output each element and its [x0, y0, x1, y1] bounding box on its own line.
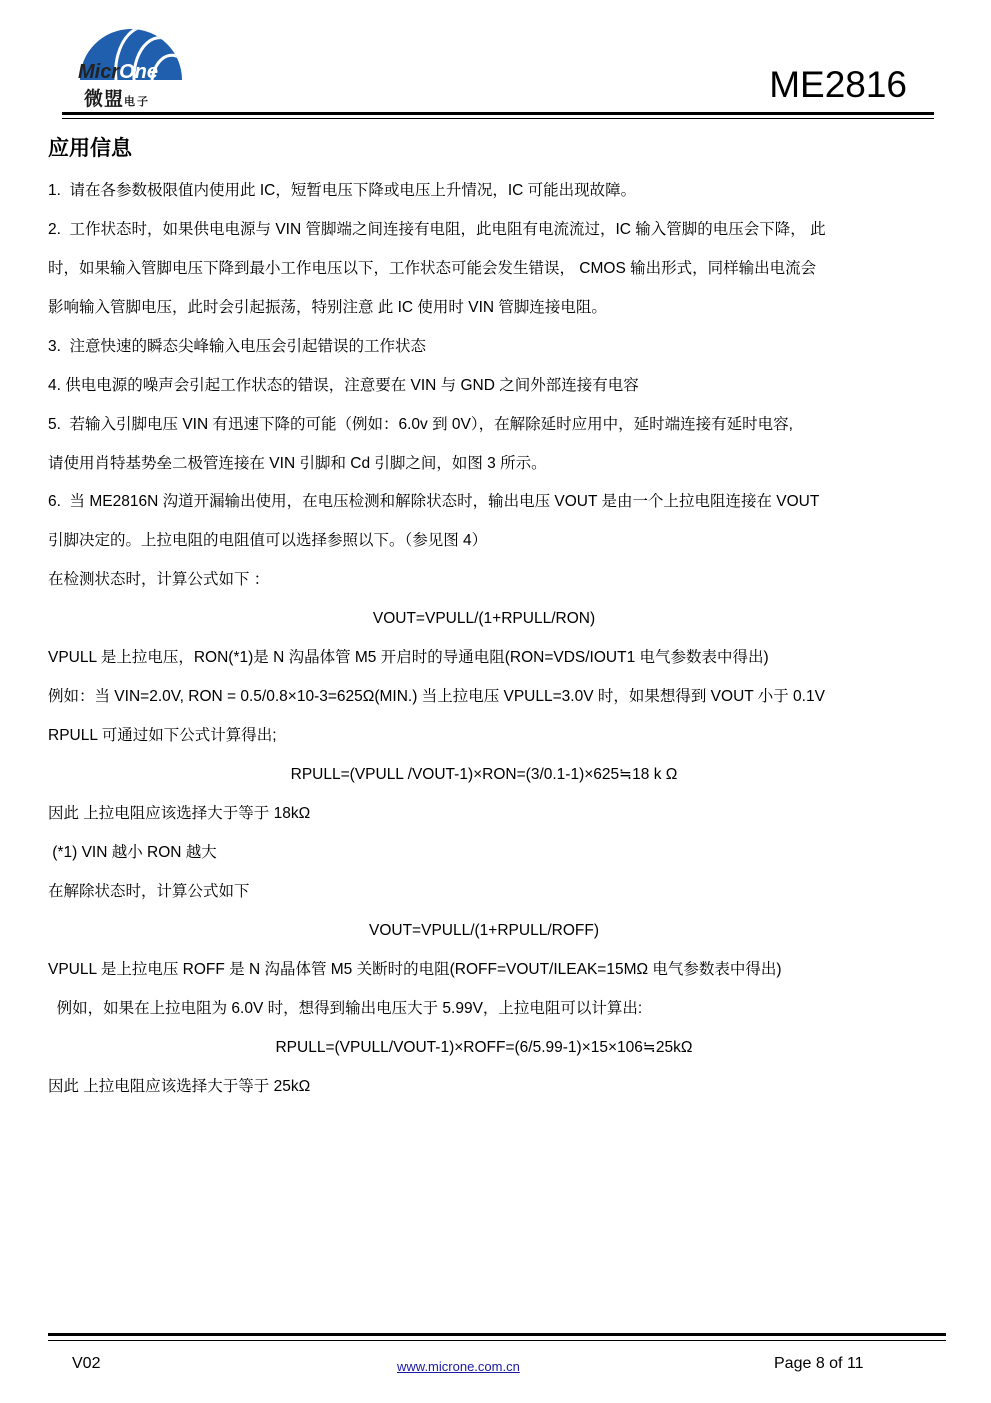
text-line: 例如：当 VIN=2.0V, RON = 0.5/0.8×10-3=625Ω(MIN.) 当上拉电压 VPULL=3.0V 时，如果想得到 VOUT 小于 0.1V — [48, 688, 825, 705]
footer-divider-thin — [48, 1340, 946, 1341]
logo-chinese-name — [84, 84, 150, 111]
text-line: 引脚决定的。上拉电阻的电阻值可以选择参照以下。（参见图 4） — [48, 532, 488, 549]
text-line: 因此 上拉电阻应该选择大于等于 18kΩ — [48, 805, 311, 822]
logo-cn-small: 电子 — [124, 96, 151, 108]
text-line: 4. 供电电源的噪声会引起工作状态的错误，注意要在 VIN 与 GND 之间外部连接有电容 — [48, 377, 639, 394]
footer-page-number: Page 8 of 11 — [774, 1355, 864, 1372]
model-number: ME2816 — [769, 64, 907, 105]
svg-text:MicrOne: MicrOne — [78, 61, 159, 83]
formula: VOUT=VPULL/(1+RPULL/ROFF) — [369, 922, 599, 939]
text-line: VPULL 是上拉电压 ROFF 是 N 沟晶体管 M5 关断时的电阻(ROFF=VOUT/ILEAK=15MΩ 电气参数表中得出) — [48, 961, 782, 978]
header-divider — [62, 112, 934, 115]
text-line: 在解除状态时，计算公式如下 — [48, 883, 250, 900]
text-line: 5. 若输入引脚电压 VIN 有迅速下降的可能（例如：6.0v 到 0V），在解除延时应用中，延时端连接有延时电容, — [48, 416, 793, 433]
text-line: RPULL 可通过如下公式计算得出; — [48, 727, 277, 744]
header-divider-thin — [62, 118, 934, 119]
company-logo — [76, 18, 186, 108]
formula: VOUT=VPULL/(1+RPULL/RON) — [372, 610, 596, 627]
text-line: 6. 当 ME2816N 沟道开漏输出使用，在电压检测和解除状态时，输出电压 VOUT 是由一个上拉电阻连接在 VOUT — [48, 493, 820, 510]
footer-version: V02 — [72, 1355, 101, 1372]
formula: RPULL=(VPULL/VOUT-1)×ROFF=(6/5.99-1)×15×106≒25kΩ — [275, 1039, 693, 1056]
text-line: 时，如果输入管脚电压下降到最小工作电压以下，工作状态可能会发生错误， CMOS 输出形式，同样输出电流会 — [48, 260, 817, 277]
logo-globe-icon — [76, 18, 186, 88]
text-line: (*1) VIN 越小 RON 越大 — [48, 844, 217, 861]
footer-divider — [48, 1333, 946, 1336]
text-line: 2. 工作状态时，如果供电电源与 VIN 管脚端之间连接有电阻，此电阻有电流流过，IC 输入管脚的电压会下降， 此 — [48, 221, 826, 238]
text-line: 例如，如果在上拉电阻为 6.0V 时，想得到输出电压大于 5.99V，上拉电阻可以计算出: — [48, 1000, 643, 1017]
text-line: 请使用肖特基势垒二极管连接在 VIN 引脚和 Cd 引脚之间，如图 3 所示。 — [48, 455, 547, 472]
logo-cn-main: 微盟 — [84, 89, 125, 110]
footer-website-link[interactable]: www.microne.com.cn — [397, 1359, 520, 1374]
text-line: 1. 请在各参数极限值内使用此 IC，短暂电压下降或电压上升情况，IC 可能出现故障。 — [48, 182, 637, 199]
text-line: 在检测状态时，计算公式如下 ： — [48, 571, 270, 588]
text-line: 影响输入管脚电压，此时会引起振荡，特别注意 此 IC 使用时 VIN 管脚连接电阻。 — [48, 299, 607, 316]
section-title: 应用信息 — [48, 137, 132, 160]
text-line: 3. 注意快速的瞬态尖峰输入电压会引起错误的工作状态 — [48, 338, 427, 355]
formula: RPULL=(VPULL /VOUT-1)×RON=(3/0.1-1)×625≒18 k Ω — [290, 766, 678, 783]
text-line: 因此 上拉电阻应该选择大于等于 25kΩ — [48, 1078, 311, 1095]
text-line: VPULL 是上拉电压，RON(*1)是 N 沟晶体管 M5 开启时的导通电阻(RON=VDS/IOUT1 电气参数表中得出) — [48, 649, 769, 666]
